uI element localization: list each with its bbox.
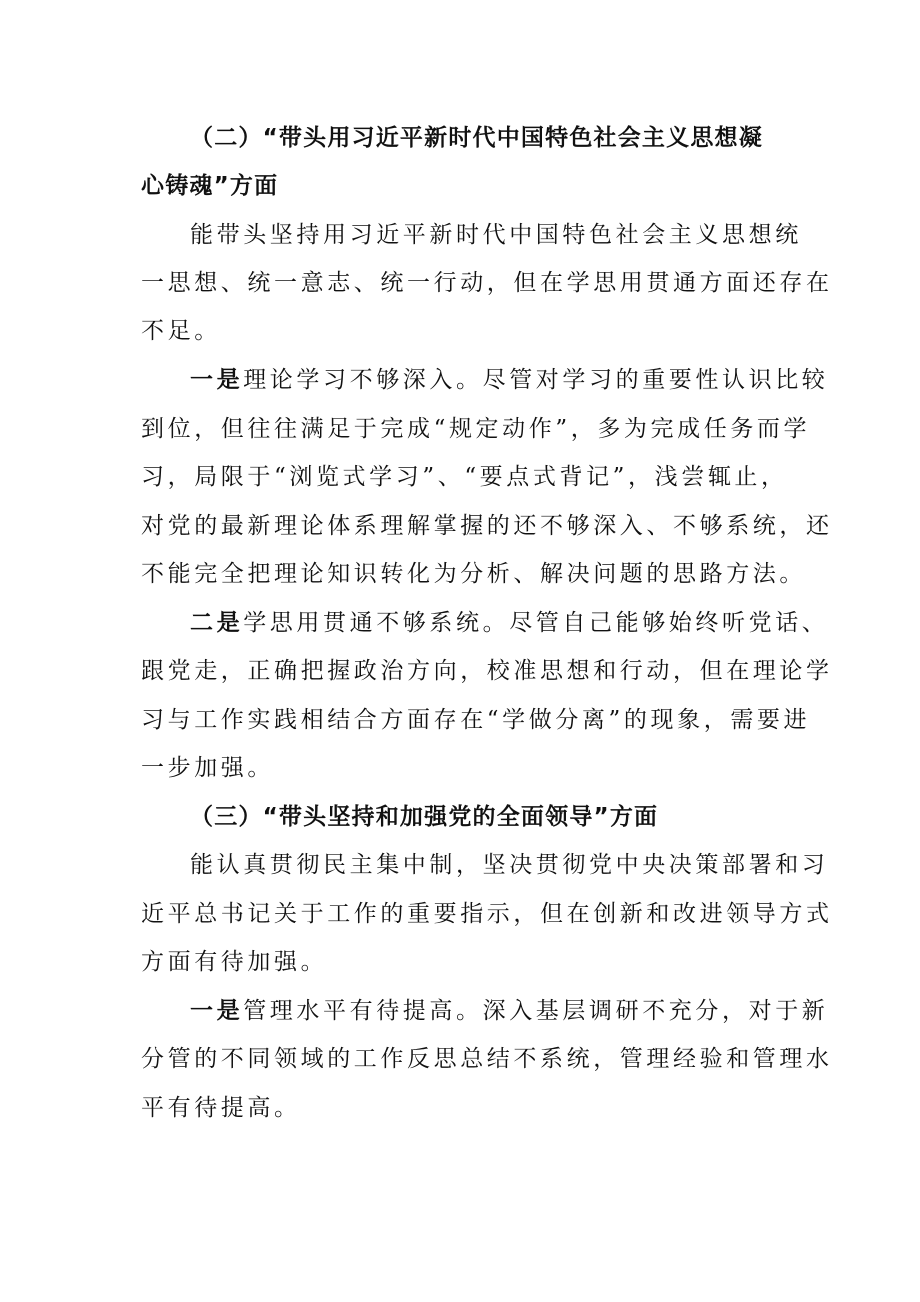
paragraph-line: 习与工作实践相结合方面存在“学做分离”的现象，需要进 — [141, 707, 811, 733]
paragraph-line: 跟党走，正确把握政治方向，校准思想和行动，但在理论学 — [141, 658, 833, 684]
paragraph-line: 能认真贯彻民主集中制，坚决贯彻党中央决策部署和习 — [190, 852, 829, 878]
paragraph-line: 近平总书记关于工作的重要指示，但在创新和改进领导方式 — [141, 901, 833, 927]
paragraph-line: 到位，但往往满足于完成“规定动作”，多为完成任务而学 — [141, 416, 811, 442]
paragraph-line: 一步加强。 — [141, 755, 274, 781]
point-text: 理论学习不够深入。尽管对学习的重要性认识比较 — [243, 367, 829, 393]
section-heading-continued: 心铸魂”方面 — [141, 173, 279, 199]
paragraph-line: 分管的不同领域的工作反思总结不系统，管理经验和管理水 — [141, 1046, 833, 1072]
paragraph-line: 对党的最新理论体系理解掌握的还不够深入、不够系统，还 — [141, 513, 833, 539]
paragraph-line: 平有待提高。 — [141, 1095, 301, 1121]
paragraph-line: 不足。 — [141, 318, 221, 344]
paragraph-line: 一思想、统一意志、统一行动，但在学思用贯通方面还存在 — [141, 270, 833, 296]
point-text: 学思用贯通不够系统。尽管自己能够始终听党话、 — [243, 610, 829, 636]
paragraph-line: 能带头坚持用习近平新时代中国特色社会主义思想统 — [190, 222, 802, 248]
paragraph-line: 不能完全把理论知识转化为分析、解决问题的思路方法。 — [141, 561, 806, 587]
paragraph-line: 方面有待加强。 — [141, 949, 328, 975]
point-lead: 一是 — [190, 367, 244, 393]
section-heading: （二）“带头用习近平新时代中国特色社会主义思想凝 — [190, 125, 763, 151]
paragraph-line — [190, 995, 840, 1027]
paragraph-line — [190, 364, 840, 396]
paragraph-line: 习，局限于“浏览式学习”、“要点式背记”，浅尝辄止， — [141, 464, 788, 490]
point-lead: 二是 — [190, 610, 244, 636]
point-text: 管理水平有待提高。深入基层调研不充分，对于新 — [243, 998, 829, 1024]
section-heading: （三）“带头坚持和加强党的全面领导”方面 — [190, 804, 659, 830]
point-lead: 一是 — [190, 998, 244, 1024]
paragraph-line — [190, 607, 840, 639]
